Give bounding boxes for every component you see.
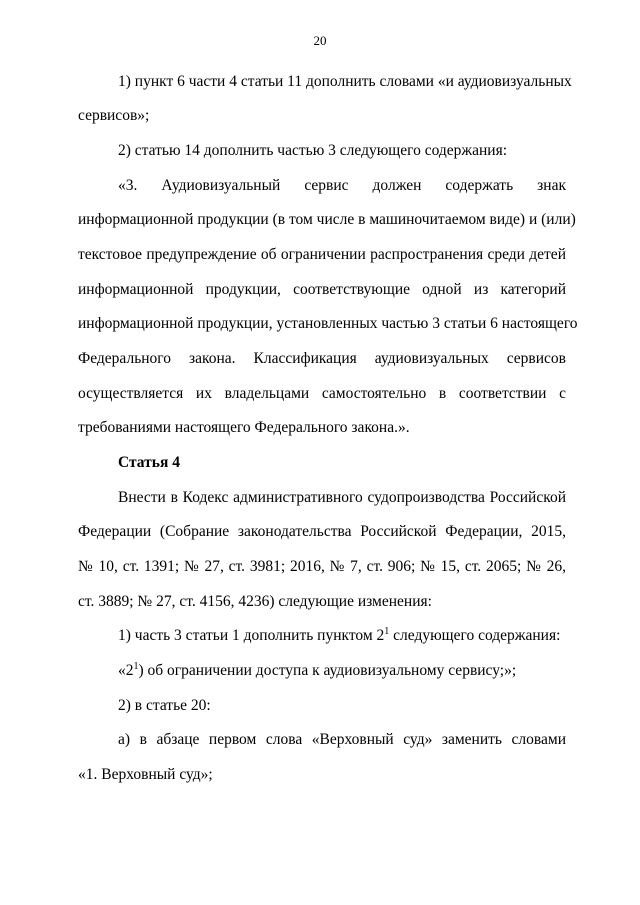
text-line: а) в абзаце первом слова «Верховный суд» заменить словами [118,731,566,748]
text-line: информационной продукции, установленных частью 3 статьи 6 настоящего [78,315,578,332]
article-heading: Статья 4 [118,454,180,471]
text-segment: «2 [118,662,134,679]
text-line [118,662,566,680]
text-line: осуществляется их владельцами самостоятельно в соответствии с [78,385,566,402]
text-segment: ) об ограничении доступа к аудиовизуальному сервису;»; [138,662,517,679]
text-line: № 10, ст. 1391; № 27, ст. 3981; 2016, № 7, ст. 906; № 15, ст. 2065; № 26, [78,558,566,575]
text-line: 2) в статье 20: [118,697,211,714]
text-line: 2) статью 14 дополнить частью 3 следующего содержания: [118,142,508,159]
text-segment: следующего содержания: [389,627,561,644]
text-line: требованиями настоящего Федерального закона.». [78,419,410,436]
text-line: текстовое предупреждение об ограничении распространения среди детей [78,246,566,263]
text-line: Федерального закона. Классификация аудиовизуальных сервисов [78,350,566,367]
page-number: 20 [313,33,327,48]
text-line: Внести в Кодекс административного судопроизводства Российской [118,489,566,506]
text-line: «3. Аудиовизуальный сервис должен содержать знак [118,177,566,194]
text-line: «1. Верховный суд»; [78,766,213,783]
text-segment: 1) часть 3 статьи 1 дополнить пунктом 2 [118,627,385,644]
text-line: 1) пункт 6 части 4 статьи 11 дополнить словами «и аудиовизуальных [118,73,572,90]
text-line: ст. 3889; № 27, ст. 4156, 4236) следующие изменения: [78,593,432,610]
text-line: информационной продукции, соответствующие одной из категорий [78,281,566,298]
text-line: сервисов»; [78,107,150,124]
text-line: Федерации (Собрание законодательства Российской Федерации, 2015, [78,523,566,540]
superscript: 1 [133,660,139,672]
text-line [118,627,566,645]
text-line: информационной продукции (в том числе в машиночитаемом виде) и (или) [78,211,576,228]
superscript: 1 [384,625,390,637]
